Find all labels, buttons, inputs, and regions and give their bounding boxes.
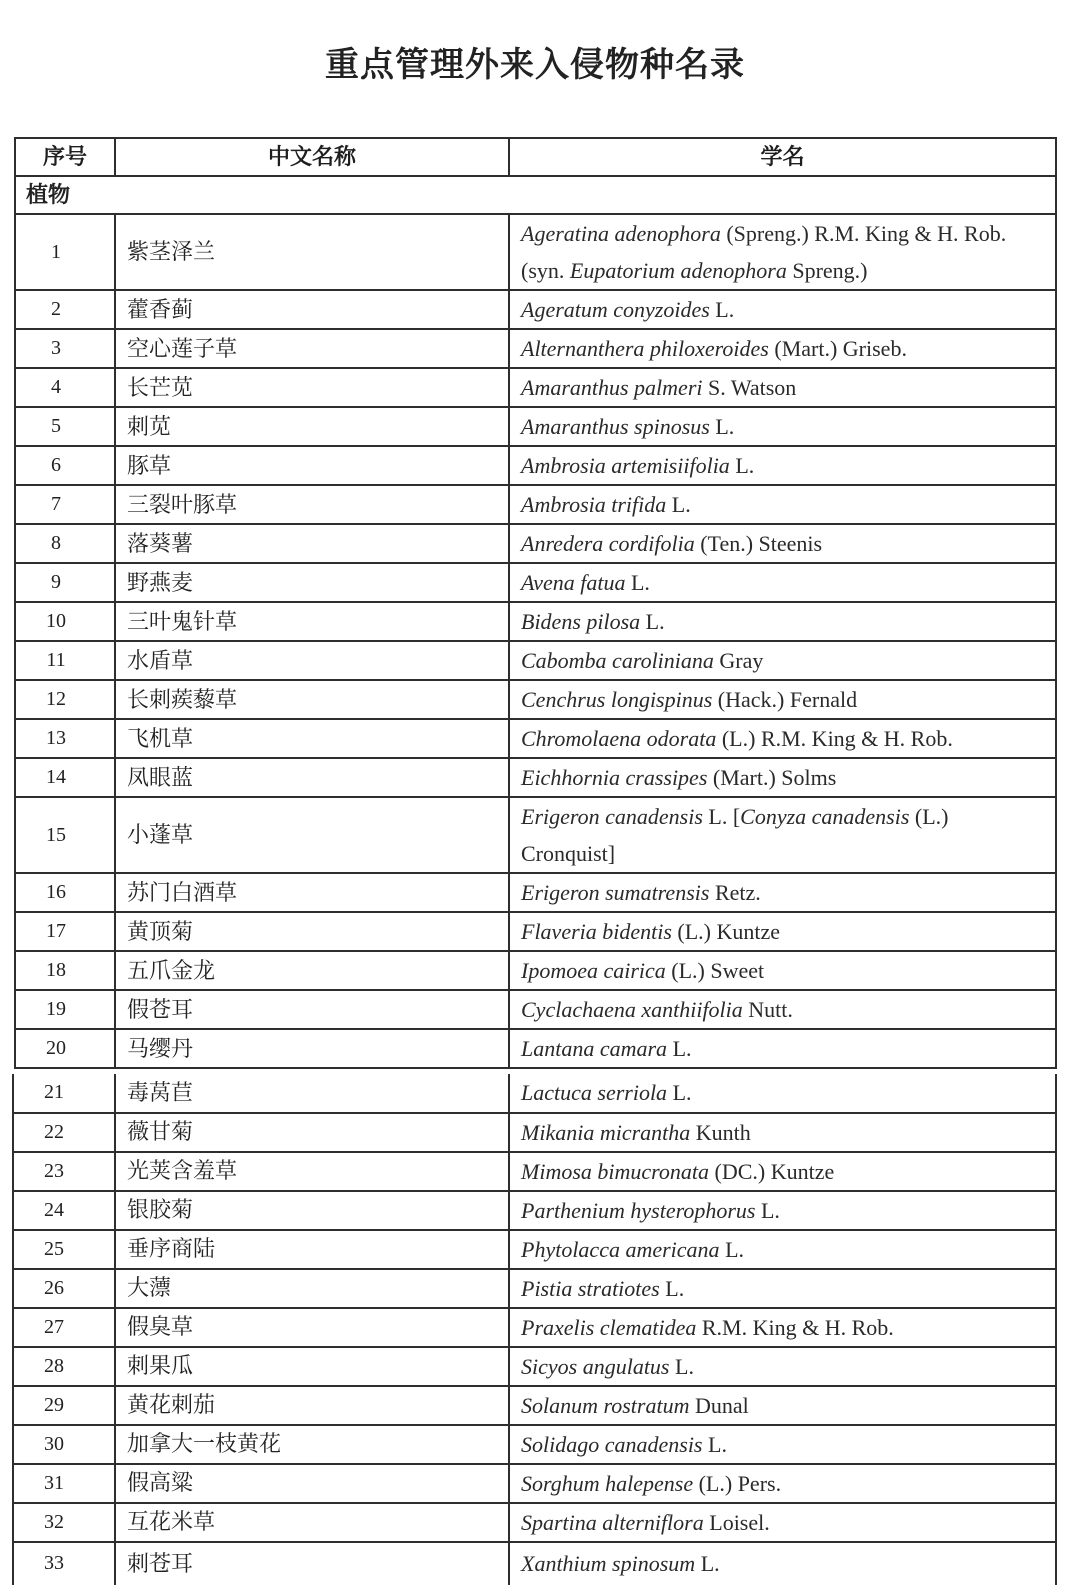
scientific-name-binomial: Mikania micrantha — [521, 1119, 691, 1145]
scientific-name-authority: Nutt. — [742, 997, 793, 1022]
table-row — [15, 214, 1056, 290]
scientific-name-authority: Dunal — [689, 1392, 749, 1418]
scientific-name — [509, 1230, 1056, 1269]
species-table — [14, 137, 1057, 1069]
scientific-name-authority: (DC.) Kuntze — [709, 1158, 835, 1184]
scientific-name-authority: Kunth — [690, 1119, 751, 1145]
scientific-name — [509, 1152, 1056, 1191]
table-row — [13, 1347, 1056, 1386]
scientific-name-binomial: Solidago canadensis — [521, 1431, 703, 1457]
scientific-name-authority: Retz. — [709, 880, 761, 905]
table-row — [15, 873, 1056, 912]
table-row — [15, 951, 1056, 990]
scientific-name-authority: L. — [625, 570, 650, 595]
scientific-name — [509, 758, 1056, 797]
table-row — [13, 1542, 1056, 1585]
table-row — [13, 1464, 1056, 1503]
chinese-name: 凤眼蓝 — [115, 758, 509, 797]
scientific-name-authority: Gray — [713, 648, 764, 673]
scientific-name-binomial: Lantana camara — [521, 1036, 668, 1061]
row-number: 18 — [15, 951, 115, 990]
table-row — [13, 1425, 1056, 1464]
scientific-name-binomial: Bidens pilosa — [521, 609, 641, 634]
scientific-name-authority: (L.) Cronquist] — [521, 804, 949, 866]
scientific-name-authority: L. — [755, 1197, 780, 1223]
row-number: 7 — [15, 485, 115, 524]
scientific-name — [509, 912, 1056, 951]
scientific-name-authority: L. [ — [702, 804, 741, 829]
chinese-name: 野燕麦 — [115, 563, 509, 602]
scientific-name — [509, 641, 1056, 680]
scientific-name-binomial: Phytolacca americana — [521, 1236, 720, 1262]
scientific-name-binomial: Parthenium hysterophorus — [521, 1197, 756, 1223]
scientific-name-binomial: Ageratum conyzoides — [521, 297, 710, 322]
table-row — [13, 1113, 1056, 1152]
scientific-name-binomial: Cyclachaena xanthiifolia — [521, 997, 743, 1022]
scientific-name-binomial: Spartina alterniflora — [521, 1509, 704, 1535]
header-chinese-name: 中文名称 — [115, 138, 509, 176]
scientific-name — [509, 680, 1056, 719]
category-plants: 植物 — [15, 176, 1056, 214]
page-title: 重点管理外来入侵物种名录 — [325, 45, 745, 85]
chinese-name: 紫茎泽兰 — [115, 214, 509, 290]
row-number: 33 — [13, 1542, 115, 1585]
row-number: 25 — [13, 1230, 115, 1269]
scientific-name-binomial: Cabomba caroliniana — [521, 648, 714, 673]
scientific-name-authority: L. — [702, 1431, 727, 1457]
scientific-name-authority: L. — [709, 414, 735, 439]
table-row — [15, 290, 1056, 329]
row-number: 20 — [15, 1029, 115, 1068]
chinese-name: 落葵薯 — [115, 524, 509, 563]
chinese-name: 三叶鬼针草 — [115, 602, 509, 641]
row-number: 12 — [15, 680, 115, 719]
chinese-name: 水盾草 — [115, 641, 509, 680]
row-number: 16 — [15, 873, 115, 912]
scientific-name-binomial: Amaranthus spinosus — [521, 414, 710, 439]
scientific-name — [509, 873, 1056, 912]
row-number: 30 — [13, 1425, 115, 1464]
scientific-name — [509, 1425, 1056, 1464]
table-row — [13, 1386, 1056, 1425]
scientific-name-authority: (L.) Kuntze — [671, 919, 781, 944]
row-number: 23 — [13, 1152, 115, 1191]
chinese-name: 豚草 — [115, 446, 509, 485]
table-row — [15, 446, 1056, 485]
chinese-name: 飞机草 — [115, 719, 509, 758]
scientific-name-authority: (Ten.) Steenis — [694, 531, 823, 556]
row-number: 32 — [13, 1503, 115, 1542]
scientific-name-binomial: Erigeron canadensis — [521, 804, 703, 829]
scientific-name-authority: (Hack.) Fernald — [712, 687, 858, 712]
scientific-name — [509, 214, 1056, 290]
table-row — [15, 641, 1056, 680]
row-number: 1 — [15, 214, 115, 290]
scientific-name-authority: L. — [666, 492, 691, 517]
table-row — [13, 1074, 1056, 1113]
chinese-name: 藿香蓟 — [115, 290, 509, 329]
scientific-name-authority: L. — [640, 609, 665, 634]
scientific-name-authority: S. Watson — [702, 375, 797, 400]
scientific-name-binomial: Eichhornia crassipes — [521, 765, 708, 790]
scientific-name-binomial: Sorghum halepense — [521, 1470, 694, 1496]
table-row — [15, 563, 1056, 602]
scientific-name-authority: L. — [695, 1551, 720, 1577]
chinese-name: 银胶菊 — [115, 1191, 509, 1230]
table-row — [13, 1269, 1056, 1308]
scientific-name-binomial: Solanum rostratum — [521, 1392, 690, 1418]
chinese-name: 五爪金龙 — [115, 951, 509, 990]
scientific-name — [509, 1464, 1056, 1503]
chinese-name: 刺果瓜 — [115, 1347, 509, 1386]
table-row — [13, 1191, 1056, 1230]
row-number: 11 — [15, 641, 115, 680]
scientific-name — [509, 1308, 1056, 1347]
chinese-name: 假臭草 — [115, 1308, 509, 1347]
scientific-name-authority: Loisel. — [703, 1509, 770, 1535]
species-table-continued — [12, 1074, 1057, 1585]
row-number: 29 — [13, 1386, 115, 1425]
scientific-name-binomial: Flaveria bidentis — [521, 919, 672, 944]
row-number: 2 — [15, 290, 115, 329]
row-number: 3 — [15, 329, 115, 368]
scientific-name-authority: (L.) R.M. King & H. Rob. — [716, 726, 953, 751]
scientific-name-binomial: Avena fatua — [521, 570, 626, 595]
chinese-name: 假苍耳 — [115, 990, 509, 1029]
table-row — [15, 602, 1056, 641]
chinese-name: 小蓬草 — [115, 797, 509, 873]
scientific-name-authority: (L.) Sweet — [665, 958, 765, 983]
row-number: 15 — [15, 797, 115, 873]
chinese-name: 空心莲子草 — [115, 329, 509, 368]
table-row — [15, 407, 1056, 446]
scientific-name — [509, 1113, 1056, 1152]
table-row — [15, 758, 1056, 797]
scientific-name — [509, 1542, 1056, 1585]
chinese-name: 毒莴苣 — [115, 1074, 509, 1113]
scientific-name — [509, 1074, 1056, 1113]
scientific-name-binomial: Sicyos angulatus — [521, 1353, 670, 1379]
table-row — [13, 1152, 1056, 1191]
table-row — [15, 485, 1056, 524]
scientific-name — [509, 524, 1056, 563]
scientific-name-authority: L. — [667, 1036, 692, 1061]
scientific-name-binomial: Alternanthera philoxeroides — [521, 336, 769, 361]
row-number: 19 — [15, 990, 115, 1029]
chinese-name: 长芒苋 — [115, 368, 509, 407]
row-number: 31 — [13, 1464, 115, 1503]
row-number: 24 — [13, 1191, 115, 1230]
scientific-name-binomial: Lactuca serriola — [521, 1080, 668, 1106]
scientific-name — [509, 1191, 1056, 1230]
row-number: 26 — [13, 1269, 115, 1308]
header-scientific-name: 学名 — [509, 138, 1056, 176]
row-number: 4 — [15, 368, 115, 407]
header-serial-number: 序号 — [15, 138, 115, 176]
scientific-name — [509, 485, 1056, 524]
scientific-name-binomial: Amaranthus palmeri — [521, 375, 703, 400]
scientific-name — [509, 1029, 1056, 1068]
scientific-name-authority: (Mart.) Solms — [707, 765, 837, 790]
table-row — [15, 680, 1056, 719]
scientific-name-authority: (L.) Pers. — [693, 1470, 782, 1496]
scientific-name-authority: (Mart.) Griseb. — [768, 336, 907, 361]
scientific-name — [509, 563, 1056, 602]
scientific-name-authority: L. — [667, 1080, 692, 1106]
table-row — [15, 990, 1056, 1029]
chinese-name: 互花米草 — [115, 1503, 509, 1542]
scientific-name-binomial: Ambrosia trifida — [521, 492, 667, 517]
scientific-name-binomial: Mimosa bimucronata — [521, 1158, 710, 1184]
table-row — [15, 368, 1056, 407]
scientific-name-binomial: Cenchrus longispinus — [521, 687, 713, 712]
category-row — [15, 176, 1056, 214]
scientific-name-binomial: Pistia stratiotes — [521, 1275, 660, 1301]
chinese-name: 黄花刺茄 — [115, 1386, 509, 1425]
row-number: 28 — [13, 1347, 115, 1386]
table-row — [15, 912, 1056, 951]
scientific-name — [509, 446, 1056, 485]
row-number: 6 — [15, 446, 115, 485]
table-row — [15, 329, 1056, 368]
scientific-name-authority: R.M. King & H. Rob. — [696, 1314, 894, 1340]
chinese-name: 假高粱 — [115, 1464, 509, 1503]
scientific-name-authority: L. — [659, 1275, 685, 1301]
chinese-name: 薇甘菊 — [115, 1113, 509, 1152]
scientific-name — [509, 719, 1056, 758]
scientific-name — [509, 407, 1056, 446]
scientific-name — [509, 329, 1056, 368]
scientific-name-authority: L. — [669, 1353, 694, 1379]
scientific-name-binomial: Eupatorium adenophora — [569, 258, 787, 283]
scientific-name — [509, 951, 1056, 990]
table-row — [15, 524, 1056, 563]
chinese-name: 光荚含羞草 — [115, 1152, 509, 1191]
scientific-name — [509, 368, 1056, 407]
row-number: 9 — [15, 563, 115, 602]
scientific-name-binomial: Ageratina adenophora — [521, 221, 721, 246]
row-number: 8 — [15, 524, 115, 563]
scientific-name-binomial: Conyza canadensis — [740, 804, 910, 829]
table-row — [13, 1503, 1056, 1542]
scientific-name — [509, 1347, 1056, 1386]
chinese-name: 刺苋 — [115, 407, 509, 446]
scientific-name — [509, 1269, 1056, 1308]
chinese-name: 垂序商陆 — [115, 1230, 509, 1269]
scientific-name — [509, 602, 1056, 641]
chinese-name: 苏门白酒草 — [115, 873, 509, 912]
scientific-name-binomial: Chromolaena odorata — [521, 726, 717, 751]
scientific-name-authority: L. — [709, 297, 735, 322]
row-number: 13 — [15, 719, 115, 758]
scientific-name — [509, 290, 1056, 329]
row-number: 14 — [15, 758, 115, 797]
chinese-name: 三裂叶豚草 — [115, 485, 509, 524]
chinese-name: 刺苍耳 — [115, 1542, 509, 1585]
chinese-name: 大薸 — [115, 1269, 509, 1308]
scientific-name-binomial: Xanthium spinosum — [521, 1551, 696, 1577]
scientific-name-authority: Spreng.) — [786, 258, 868, 283]
table-header-row — [15, 138, 1056, 176]
scientific-name-binomial: Ipomoea cairica — [521, 958, 666, 983]
scientific-name-binomial: Anredera cordifolia — [521, 531, 695, 556]
table-row — [15, 719, 1056, 758]
chinese-name: 长刺蒺藜草 — [115, 680, 509, 719]
scientific-name-authority: (Spreng.) R.M. King & H. Rob. (syn. — [521, 221, 1007, 283]
chinese-name: 马缨丹 — [115, 1029, 509, 1068]
row-number: 21 — [13, 1074, 115, 1113]
scientific-name — [509, 1386, 1056, 1425]
row-number: 5 — [15, 407, 115, 446]
scientific-name — [509, 1503, 1056, 1542]
chinese-name: 加拿大一枝黄花 — [115, 1425, 509, 1464]
row-number: 10 — [15, 602, 115, 641]
scientific-name-binomial: Praxelis clematidea — [521, 1314, 697, 1340]
scientific-name — [509, 990, 1056, 1029]
row-number: 22 — [13, 1113, 115, 1152]
scientific-name — [509, 797, 1056, 873]
table-row — [15, 797, 1056, 873]
chinese-name: 黄顶菊 — [115, 912, 509, 951]
scientific-name-binomial: Erigeron sumatrensis — [521, 880, 710, 905]
row-number: 27 — [13, 1308, 115, 1347]
table-row — [13, 1308, 1056, 1347]
scientific-name-authority: L. — [719, 1236, 745, 1262]
scientific-name-binomial: Ambrosia artemisiifolia — [521, 453, 730, 478]
table-row — [13, 1230, 1056, 1269]
row-number: 17 — [15, 912, 115, 951]
scientific-name-authority: L. — [729, 453, 755, 478]
table-row — [15, 1029, 1056, 1068]
